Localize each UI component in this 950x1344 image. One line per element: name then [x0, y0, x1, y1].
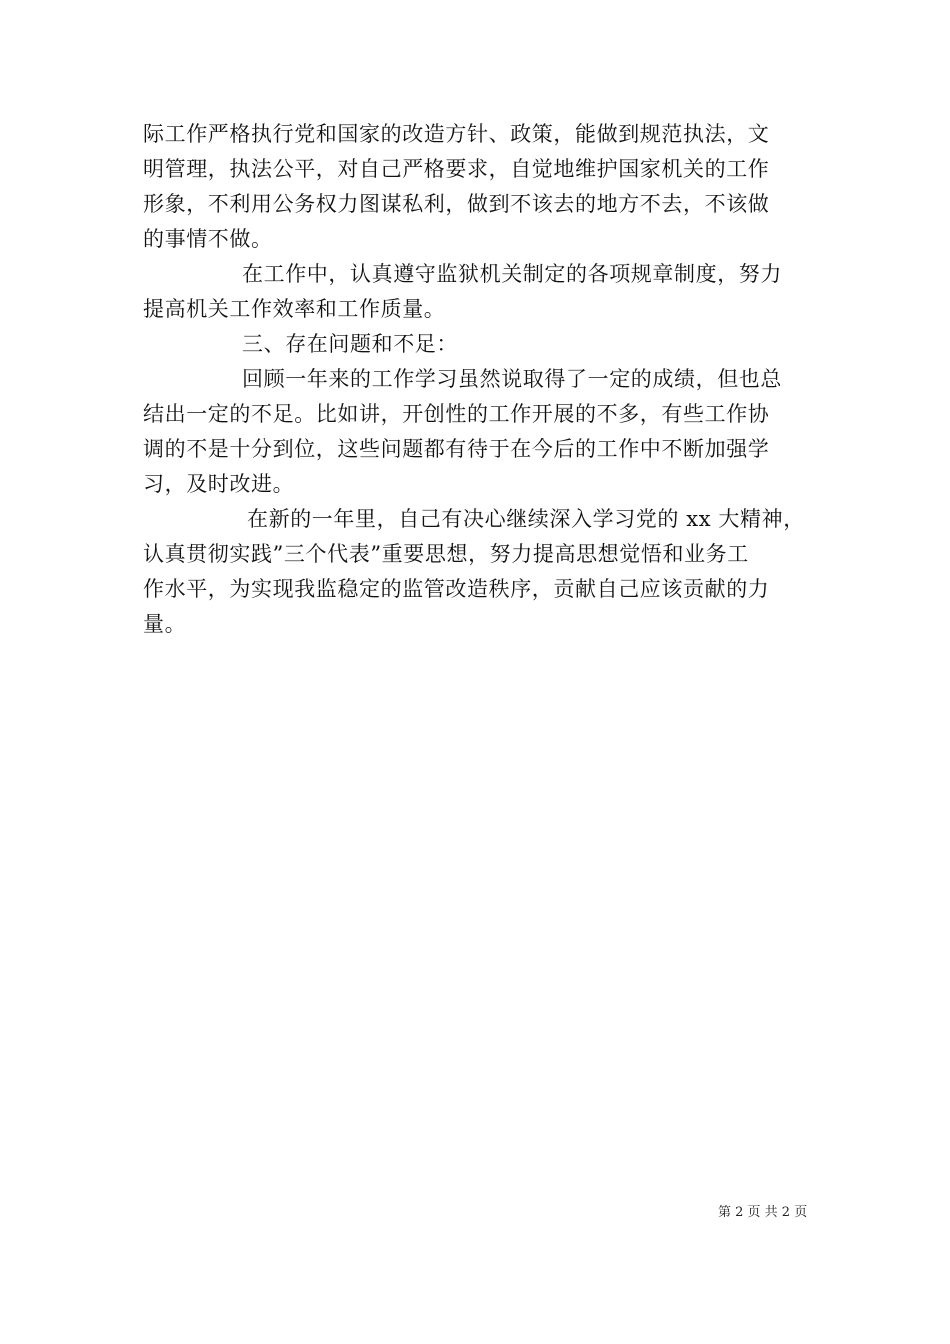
text-line: 际工作严格执行党和国家的改造方针、政策，能做到规范执法，文 [143, 122, 770, 146]
text-line: 提高机关工作效率和工作质量。 [143, 297, 446, 321]
text-line: 习，及时改进。 [143, 472, 295, 496]
text-line: 的事情不做。 [143, 227, 273, 251]
text-line: 作水平，为实现我监稳定的监管改造秩序，贡献自己应该贡献的力 [143, 577, 770, 601]
paragraph-first-line: 在新的一年里，自己有决心继续深入学习党的 xx 大精神， [247, 507, 805, 531]
text-line: 调的不是十分到位，这些问题都有待于在今后的工作中不断加强学 [143, 437, 770, 461]
text-line: 形象，不利用公务权力图谋私利，做到不该去的地方不去，不该做 [143, 192, 770, 216]
paragraph-first-line: 在工作中，认真遵守监狱机关制定的各项规章制度，努力 [242, 262, 782, 286]
paragraph-first-line: 回顾一年来的工作学习虽然说取得了一定的成绩，但也总 [242, 367, 782, 391]
section-heading: 三、存在问题和不足： [242, 332, 458, 356]
text-line: 认真贯彻实践”三个代表”重要思想，努力提高思想觉悟和业务工 [143, 542, 749, 566]
text-line: 量。 [143, 612, 187, 636]
text-line: 结出一定的不足。比如讲，开创性的工作开展的不多，有些工作协 [143, 402, 770, 426]
text-line: 明管理，执法公平，对自己严格要求，自觉地维护国家机关的工作 [143, 157, 770, 181]
page-number-footer: 第 2 页 共 2 页 [718, 1205, 808, 1220]
document-body [143, 117, 808, 642]
